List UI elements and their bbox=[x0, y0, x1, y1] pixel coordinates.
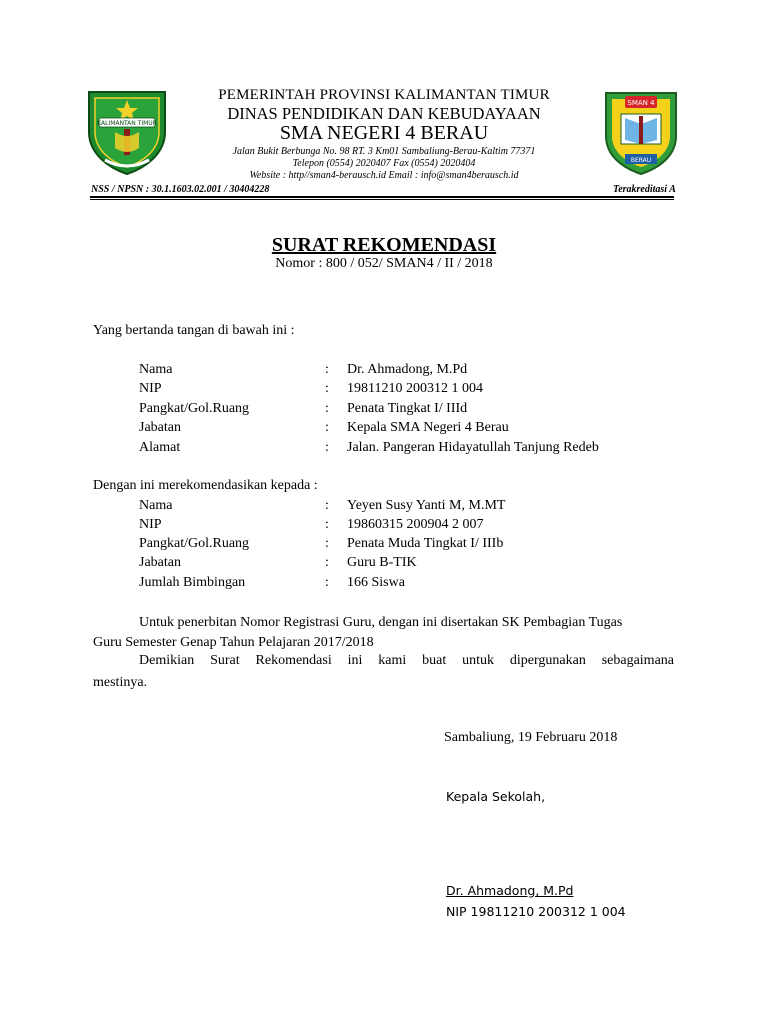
recipient-label: Jabatan bbox=[139, 555, 181, 570]
signer-label: Nama bbox=[139, 362, 173, 377]
recipient-label: Nama bbox=[139, 498, 173, 513]
signer-value: Dr. Ahmadong, M.Pd bbox=[347, 362, 468, 377]
sman4-logo-text: SMAN 4 bbox=[627, 99, 655, 107]
letter-number: Nomor : 800 / 052/ SMAN4 / II / 2018 bbox=[275, 256, 493, 271]
signer-value: Kepala SMA Negeri 4 Berau bbox=[347, 420, 509, 435]
signer-label: NIP bbox=[139, 381, 162, 396]
header-phone: Telepon (0554) 2020407 Fax (0554) 2020404 bbox=[292, 158, 476, 169]
signer-label: Alamat bbox=[139, 440, 181, 455]
signer-colon: : bbox=[325, 401, 329, 416]
recipient-colon: : bbox=[325, 555, 329, 570]
paragraph-2-line-2: mestinya. bbox=[93, 675, 148, 690]
signer-name: Dr. Ahmadong, M.Pd bbox=[446, 883, 574, 898]
recipient-label: NIP bbox=[139, 517, 162, 532]
recipient-value: Penata Muda Tingkat I/ IIIb bbox=[347, 536, 504, 551]
recipient-colon: : bbox=[325, 536, 329, 551]
paragraph-1-line-2: Guru Semester Genap Tahun Pelajaran 2017/2018 bbox=[93, 635, 374, 650]
signer-position: Kepala Sekolah, bbox=[446, 789, 546, 804]
header-accreditation: Terakreditasi A bbox=[613, 184, 676, 195]
recipient-colon: : bbox=[325, 498, 329, 513]
header-department: DINAS PENDIDIKAN DAN KEBUDAYAAN bbox=[227, 104, 541, 123]
intro-text: Yang bertanda tangan di bawah ini : bbox=[93, 323, 295, 338]
letter-title: SURAT REKOMENDASI bbox=[271, 234, 497, 256]
signer-label: Jabatan bbox=[139, 420, 181, 435]
header-school: SMA NEGERI 4 BERAU bbox=[279, 122, 489, 144]
recipient-value: 166 Siswa bbox=[347, 575, 405, 590]
paragraph-2-line-1: Demikian Surat Rekomendasi ini kami buat untuk dipergunakan sebagaimana bbox=[139, 653, 674, 668]
header-address: Jalan Bukit Berbunga No. 98 RT. 3 Km01 Sambaliung-Berau-Kaltim 77371 bbox=[232, 146, 536, 157]
header-divider bbox=[90, 196, 674, 198]
header-divider-thin bbox=[90, 199, 674, 200]
header-government: PEMERINTAH PROVINSI KALIMANTAN TIMUR bbox=[218, 87, 550, 103]
recipient-label: Jumlah Bimbingan bbox=[139, 575, 246, 590]
recipient-value: 19860315 200904 2 007 bbox=[347, 517, 484, 532]
recipient-colon: : bbox=[325, 575, 329, 590]
signer-value: Jalan. Pangeran Hidayatullah Tanjung Redeb bbox=[347, 440, 599, 455]
kaltim-logo-text: KALIMANTAN TIMUR bbox=[97, 120, 157, 127]
header-website: Website : http//sman4-berausch.id Email : info@sman4berausch.id bbox=[249, 170, 519, 181]
signer-nip: NIP 19811210 200312 1 004 bbox=[446, 904, 626, 919]
place-date: Sambaliung, 19 Februaru 2018 bbox=[444, 730, 618, 745]
paragraph-1-line-1: Untuk penerbitan Nomor Registrasi Guru, dengan ini disertakan SK Pembagian Tugas bbox=[139, 615, 623, 630]
signer-colon: : bbox=[325, 420, 329, 435]
signer-colon: : bbox=[325, 381, 329, 396]
recommend-intro: Dengan ini merekomendasikan kepada : bbox=[93, 478, 318, 493]
recipient-value: Yeyen Susy Yanti M, M.MT bbox=[347, 498, 506, 513]
sman4-logo-bottom: BERAU bbox=[630, 157, 652, 164]
header-nss: NSS / NPSN : 30.1.1603.02.001 / 30404228 bbox=[91, 184, 270, 195]
signer-colon: : bbox=[325, 362, 329, 377]
signer-value: Penata Tingkat I/ IIId bbox=[347, 401, 468, 416]
recipient-label: Pangkat/Gol.Ruang bbox=[139, 536, 250, 551]
signer-value: 19811210 200312 1 004 bbox=[347, 381, 483, 396]
recipient-colon: : bbox=[325, 517, 329, 532]
signer-colon: : bbox=[325, 440, 329, 455]
recipient-value: Guru B-TIK bbox=[347, 555, 417, 570]
signer-label: Pangkat/Gol.Ruang bbox=[139, 401, 250, 416]
